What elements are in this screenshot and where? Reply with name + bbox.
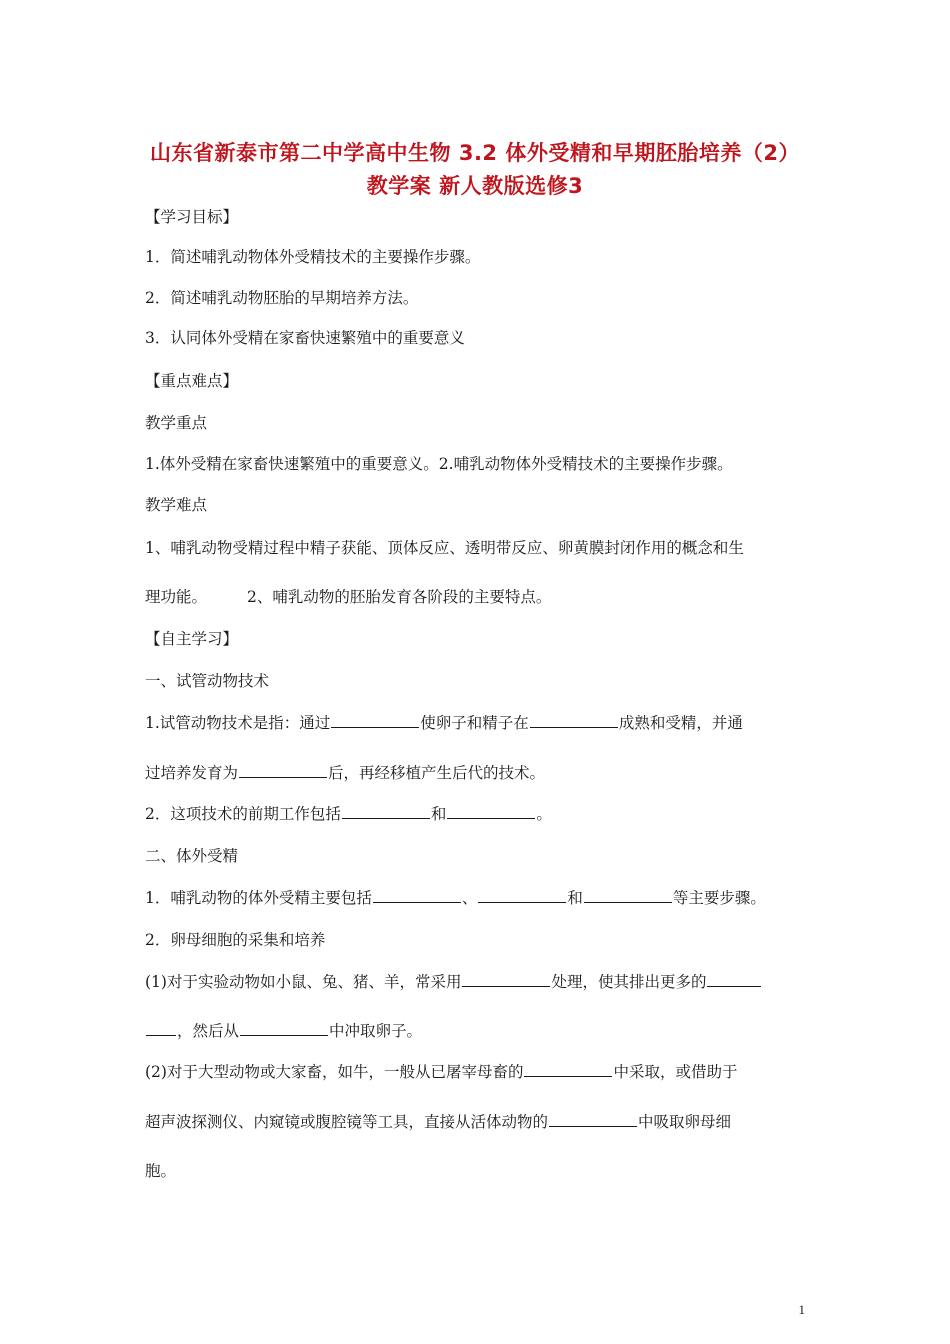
question-5-line-2: [145, 1019, 422, 1041]
q2-text-b: 和: [430, 805, 447, 823]
q6-text-b: 中采取，或借助于: [613, 1063, 738, 1081]
q5-blank-2b[interactable]: [146, 1022, 176, 1036]
q5-text-b: 处理，使其排出更多的: [551, 973, 707, 991]
question-2: [145, 802, 552, 824]
focus-text: 1.体外受精在家畜快速繁殖中的重要意义。2.哺乳动物体外受精技术的主要操作步骤。: [145, 455, 733, 473]
title-line-2: 教学案 新人教版选修3: [366, 174, 584, 198]
difficulty-line-1: 1、哺乳动物受精过程中精子获能、顶体反应、透明带反应、卵黄膜封闭作用的概念和生: [145, 539, 744, 557]
q6-blank-1[interactable]: [524, 1063, 612, 1077]
q1-text-d: 过培养发育为: [145, 764, 239, 782]
q3-text-a: 1．哺乳动物的体外受精主要包括: [145, 889, 372, 907]
q2-text-a: 2．这项技术的前期工作包括: [145, 805, 341, 823]
q5-text-d: 中冲取卵子。: [329, 1022, 423, 1040]
goal-item-1: 1．简述哺乳动物体外受精技术的主要操作步骤。: [145, 248, 481, 266]
q6-text-c: 超声波探测仪、内窥镜或腹腔镜等工具，直接从活体动物的: [145, 1113, 549, 1131]
difficulty-label: 教学难点: [145, 496, 208, 514]
q1-blank-1[interactable]: [331, 714, 419, 728]
section-1-title: 一、试管动物技术: [145, 672, 270, 690]
q5-blank-3[interactable]: [240, 1022, 328, 1036]
self-study-heading: 【自主学习】: [145, 630, 239, 648]
focus-label: 教学重点: [145, 414, 208, 432]
question-1-line-2: [145, 761, 545, 783]
q1-blank-3[interactable]: [239, 764, 327, 778]
section-2-title: 二、体外受精: [145, 847, 239, 865]
q3-text-c: 和: [567, 889, 583, 907]
q5-text-c: ，然后从: [177, 1022, 240, 1040]
q2-blank-1[interactable]: [342, 805, 430, 819]
difficulty-line-2: [145, 585, 551, 607]
q1-text-c: 成熟和受精，并通: [618, 714, 743, 732]
key-heading: 【重点难点】: [145, 372, 239, 390]
q3-blank-3[interactable]: [584, 889, 672, 903]
question-5-line-1: [145, 970, 762, 992]
goals-heading: 【学习目标】: [145, 208, 239, 226]
q6-text-a: (2)对于大型动物或大家畜，如牛，一般从已屠宰母畜的: [145, 1063, 524, 1081]
q6-blank-2[interactable]: [549, 1113, 637, 1127]
question-6-line-3: 胞。: [145, 1162, 177, 1180]
page-number: 1: [798, 1302, 805, 1317]
q1-text-e: 后，再经移植产生后代的技术。: [328, 764, 546, 782]
title-line-1: 山东省新泰市第二中学高中生物 3.2 体外受精和早期胚胎培养（2）: [150, 141, 800, 165]
q2-blank-2[interactable]: [447, 805, 535, 819]
q3-blank-2[interactable]: [478, 889, 566, 903]
q5-text-a: (1)对于实验动物如小鼠、兔、猪、羊，常采用: [145, 973, 462, 991]
q6-text-d: 中吸取卵母细: [638, 1113, 732, 1131]
question-3: [145, 886, 766, 908]
q3-blank-1[interactable]: [373, 889, 461, 903]
goal-item-3: 3．认同体外受精在家畜快速繁殖中的重要意义: [145, 329, 465, 347]
difficulty-line-2-part-b: 2、哺乳动物的胚胎发育各阶段的主要特点。: [247, 588, 552, 606]
question-1-line-1: [145, 711, 743, 733]
difficulty-line-2-part-a: 理功能。: [145, 588, 208, 606]
question-6-line-1: [145, 1060, 737, 1082]
goal-item-2: 2．简述哺乳动物胚胎的早期培养方法。: [145, 289, 419, 307]
q3-text-b: 、: [461, 889, 478, 907]
q5-blank-2a[interactable]: [707, 973, 761, 987]
question-6-line-2: [145, 1110, 731, 1132]
q1-text-a: 1.试管动物技术是指：通过: [145, 714, 331, 732]
q1-text-b: 使卵子和精子在: [420, 714, 529, 732]
q2-text-c: 。: [536, 805, 552, 823]
question-4: 2．卵母细胞的采集和培养: [145, 931, 326, 949]
q1-blank-2[interactable]: [530, 714, 618, 728]
q5-blank-1[interactable]: [462, 973, 550, 987]
q3-text-d: 等主要步骤。: [672, 889, 766, 907]
